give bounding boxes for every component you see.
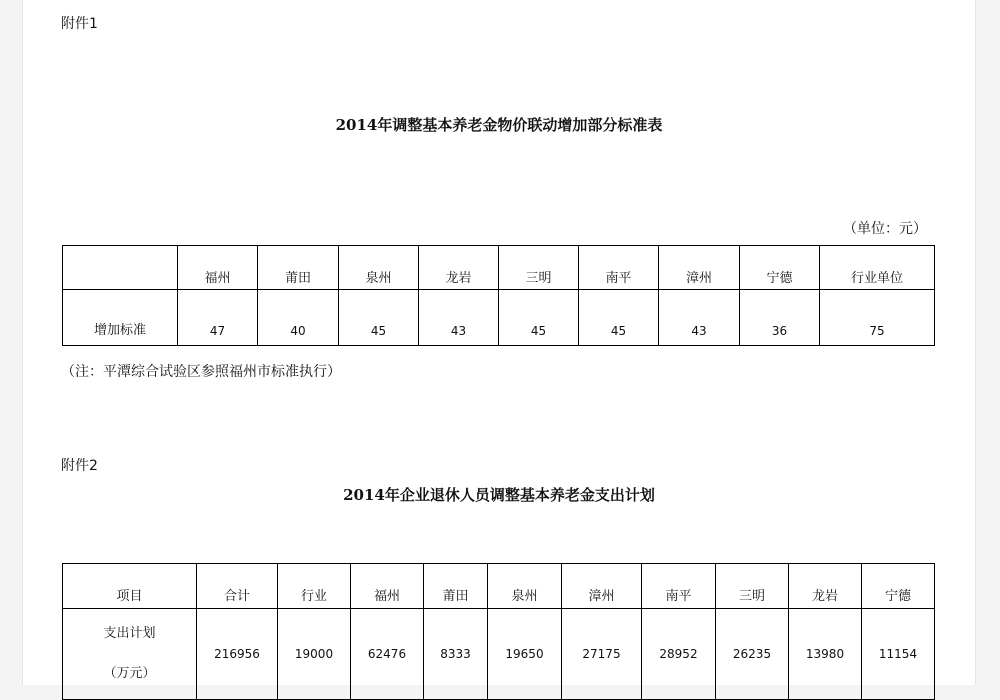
header-cell: 行业单位 (820, 246, 935, 290)
document-page (22, 0, 976, 685)
table-row (63, 290, 935, 346)
header-cell: 南平 (579, 246, 659, 290)
header-cell: 合计 (197, 564, 278, 609)
header-cell: 南平 (642, 564, 716, 609)
unit-label: （单位：元） (843, 221, 927, 237)
table-header-row (63, 246, 935, 290)
scrollbar[interactable] (986, 0, 1000, 685)
table-row (63, 609, 935, 700)
attachment2-label: 附件2 (61, 458, 98, 474)
header-cell: 龙岩 (789, 564, 862, 609)
attachment2-title: 2014年企业退休人员调整基本养老金支出计划 (343, 486, 655, 504)
value-cell: 19000 (278, 609, 351, 700)
header-cell: 行业 (278, 564, 351, 609)
value-cell: 13980 (789, 609, 862, 700)
expenditure-table (62, 563, 935, 700)
attachment1-note: （注：平潭综合试验区参照福州市标准执行） (61, 364, 341, 380)
value-cell: 45 (499, 290, 579, 346)
table-header-row (63, 564, 935, 609)
row-label-line2: （万元） (103, 666, 156, 681)
value-cell: 19650 (488, 609, 562, 700)
row-label-line1: 支出计划 (103, 626, 156, 641)
header-cell: 福州 (351, 564, 424, 609)
header-cell: 漳州 (659, 246, 740, 290)
header-cell: 宁德 (740, 246, 820, 290)
header-cell: 三明 (716, 564, 789, 609)
attachment1-title: 2014年调整基本养老金物价联动增加部分标准表 (335, 116, 663, 134)
value-cell: 47 (178, 290, 258, 346)
value-cell: 27175 (562, 609, 642, 700)
header-cell: 福州 (178, 246, 258, 290)
header-cell: 三明 (499, 246, 579, 290)
value-cell: 45 (579, 290, 659, 346)
header-cell: 莆田 (424, 564, 488, 609)
standard-table (62, 245, 935, 346)
header-cell: 莆田 (258, 246, 339, 290)
value-cell: 75 (820, 290, 935, 346)
header-cell: 宁德 (862, 564, 935, 609)
header-cell: 漳州 (562, 564, 642, 609)
attachment1-label: 附件1 (61, 16, 98, 32)
row-label: 增加标准 (63, 290, 178, 346)
value-cell: 11154 (862, 609, 935, 700)
value-cell: 43 (659, 290, 740, 346)
header-cell: 项目 (63, 564, 197, 609)
value-cell: 216956 (197, 609, 278, 700)
header-cell (63, 246, 178, 290)
value-cell: 43 (419, 290, 499, 346)
header-cell: 泉州 (339, 246, 419, 290)
value-cell: 40 (258, 290, 339, 346)
header-cell: 泉州 (488, 564, 562, 609)
value-cell: 26235 (716, 609, 789, 700)
value-cell: 36 (740, 290, 820, 346)
value-cell: 8333 (424, 609, 488, 700)
header-cell: 龙岩 (419, 246, 499, 290)
row-label (63, 609, 197, 700)
value-cell: 45 (339, 290, 419, 346)
value-cell: 28952 (642, 609, 716, 700)
value-cell: 62476 (351, 609, 424, 700)
